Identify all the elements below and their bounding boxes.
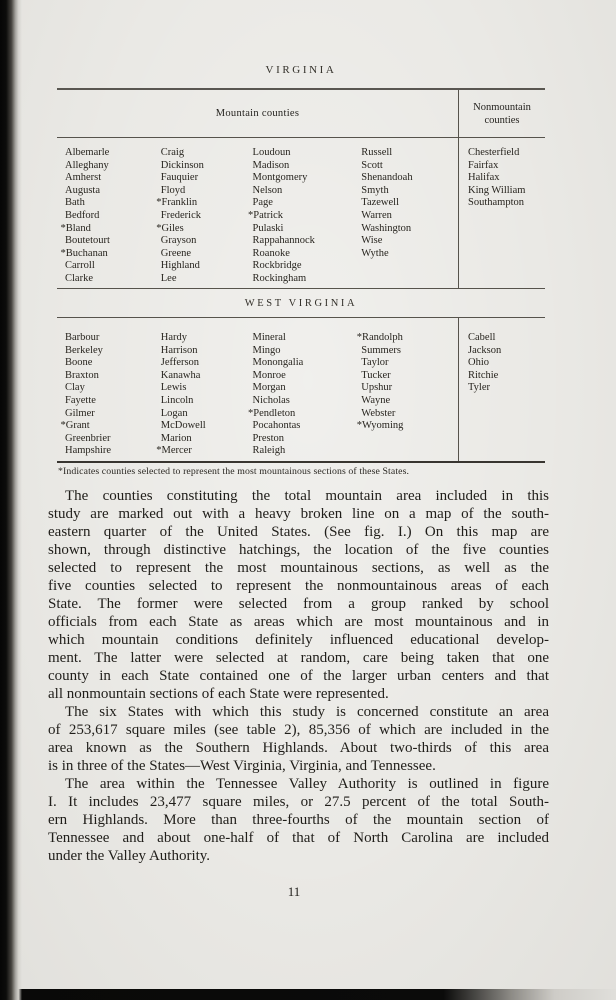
county-name: *Mercer bbox=[156, 445, 192, 457]
county-name: Chesterfield bbox=[468, 147, 520, 158]
county-name: Tucker bbox=[361, 369, 391, 381]
text-line: is in three of the States—West Virginia, Virginia, and Tennessee. bbox=[48, 758, 436, 774]
county-name: Harrison bbox=[160, 344, 198, 356]
body-paragraph-3 bbox=[48, 775, 549, 865]
county-name: Fayette bbox=[65, 394, 96, 406]
county-name: Morgan bbox=[252, 382, 286, 394]
west-virginia-mountain-column-3 bbox=[245, 332, 354, 461]
text-line: ment. The latter were selected at random, care being taken that one bbox=[48, 650, 549, 666]
county-name: Carroll bbox=[65, 260, 95, 272]
county-name: Washington bbox=[361, 222, 412, 234]
text-line: all nonmountain sections of each State were represented. bbox=[48, 686, 389, 702]
county-name: Wise bbox=[361, 235, 383, 247]
west-virginia-nonmountain-counties bbox=[459, 318, 545, 461]
county-name: Ritchie bbox=[468, 369, 499, 381]
bottom-scan-edge bbox=[0, 989, 616, 1000]
county-name: Raleigh bbox=[252, 445, 286, 457]
text-line: ern Highlands. More than three-fourths of the mountain section of bbox=[48, 812, 549, 828]
county-name: Tazewell bbox=[361, 197, 400, 209]
county-name: Monroe bbox=[252, 369, 286, 381]
west-virginia-mountain-counties bbox=[57, 318, 459, 461]
west-virginia-mountain-column-2 bbox=[153, 332, 245, 461]
text-line: of 253,617 square miles (see table 2), 85,356 of which are included in the bbox=[48, 722, 549, 738]
west-virginia-mountain-column-1 bbox=[57, 332, 153, 461]
county-name: Wythe bbox=[361, 247, 389, 259]
county-name: King William bbox=[468, 184, 526, 196]
binding-shadow bbox=[0, 0, 22, 1000]
county-name: Hardy bbox=[160, 332, 188, 343]
text-line: officials from each State as areas which are most mountainous and in bbox=[48, 614, 549, 630]
text-line: eastern quarter of the United States. (See fig. I.) On this map are bbox=[48, 524, 549, 540]
county-name: Mineral bbox=[252, 332, 286, 343]
county-name: Boone bbox=[65, 357, 93, 369]
text-line: selected to represent the most mountainous sections, as well as the bbox=[48, 560, 549, 576]
county-name: Southampton bbox=[468, 197, 525, 209]
mountain-counties-header: Mountain counties bbox=[57, 90, 459, 137]
body-text bbox=[48, 487, 549, 865]
county-name: Russell bbox=[361, 147, 393, 158]
page-number: 11 bbox=[287, 884, 301, 899]
county-name: Jefferson bbox=[160, 357, 200, 369]
body-paragraph-1 bbox=[48, 487, 549, 703]
virginia-mountain-column-1 bbox=[57, 147, 153, 288]
counties-table bbox=[57, 88, 545, 463]
nonmountain-counties-header: Nonmountain counties bbox=[473, 101, 531, 126]
county-name: Pulaski bbox=[252, 222, 284, 234]
county-name: Bath bbox=[65, 197, 85, 209]
county-name: Floyd bbox=[160, 184, 186, 196]
west-virginia-counties-section bbox=[57, 318, 545, 463]
county-name: Marion bbox=[160, 432, 192, 444]
text-line: State. The former were selected from a group ranked by school bbox=[48, 596, 549, 612]
county-name: Greene bbox=[160, 247, 192, 259]
county-name: Pocahontas bbox=[252, 420, 301, 432]
county-name: Nelson bbox=[252, 184, 283, 196]
table-header-row bbox=[57, 90, 545, 138]
county-name: Bedford bbox=[65, 209, 100, 221]
county-name: Montgomery bbox=[252, 172, 308, 184]
county-name: Clay bbox=[65, 382, 85, 394]
virginia-mountain-column-2 bbox=[153, 147, 245, 288]
county-name: Mingo bbox=[252, 344, 281, 356]
county-name: Taylor bbox=[361, 357, 389, 369]
county-name: Hampshire bbox=[65, 445, 112, 457]
county-name: Albemarle bbox=[65, 147, 110, 158]
county-name: Jackson bbox=[468, 344, 502, 356]
county-name: Rockingham bbox=[252, 272, 307, 284]
county-name: *Wyoming bbox=[356, 420, 404, 432]
county-name: Frederick bbox=[160, 209, 201, 221]
county-name: Kanawha bbox=[160, 369, 201, 381]
west-virginia-mountain-column-4 bbox=[353, 332, 458, 461]
county-name: Fauquier bbox=[160, 172, 199, 184]
county-name: Dickinson bbox=[160, 159, 204, 171]
county-name: Boutetourt bbox=[65, 235, 110, 247]
text-line: study are marked out with a heavy broken line on a map of the south- bbox=[48, 506, 549, 522]
county-name: Warren bbox=[361, 209, 392, 221]
county-name: Shenandoah bbox=[361, 172, 413, 184]
text-line: which mountain conditions definitely influenced educational develop- bbox=[48, 632, 549, 648]
county-name: Fairfax bbox=[468, 159, 499, 171]
county-name: Craig bbox=[160, 147, 185, 158]
county-name: Barbour bbox=[65, 332, 100, 343]
county-name: *Pendleton bbox=[248, 407, 296, 419]
county-name: *Grant bbox=[60, 420, 90, 432]
county-name: *Bland bbox=[60, 222, 91, 234]
county-name: Monongalia bbox=[252, 357, 304, 369]
text-line: area known as the Southern Highlands. About two-thirds of this area bbox=[48, 740, 549, 756]
county-name: Summers bbox=[361, 344, 401, 356]
county-name: *Franklin bbox=[156, 197, 198, 209]
text-line: shown, through distinctive hatchings, the location of the five counties bbox=[48, 542, 549, 558]
text-line: county in each State contained one of the larger urban centers and that bbox=[48, 668, 549, 684]
county-name: Scott bbox=[361, 159, 383, 171]
county-name: Berkeley bbox=[65, 344, 103, 356]
county-name: Smyth bbox=[361, 184, 389, 196]
county-name: Preston bbox=[252, 432, 285, 444]
text-line: The area within the Tennessee Valley Authority is outlined in figure bbox=[65, 776, 549, 792]
county-name: Alleghany bbox=[65, 159, 109, 171]
county-name: Rappahannock bbox=[252, 235, 315, 247]
text-line: Tennessee and about one-half of that of North Carolina are included bbox=[48, 830, 549, 846]
county-name: *Randolph bbox=[356, 332, 403, 343]
county-name: Page bbox=[252, 197, 273, 209]
county-name: Greenbrier bbox=[65, 432, 111, 444]
virginia-mountain-column-4 bbox=[353, 147, 458, 288]
county-name: Amherst bbox=[65, 172, 102, 184]
table-subheading-west-virginia: WEST VIRGINIA bbox=[57, 289, 545, 318]
county-name: Braxton bbox=[65, 369, 99, 381]
text-line: five counties selected to represent the nonmountainous areas of each bbox=[48, 578, 549, 594]
county-name: Gilmer bbox=[65, 407, 95, 419]
county-name: McDowell bbox=[160, 420, 206, 432]
county-name: Rockbridge bbox=[252, 260, 302, 272]
county-name: Upshur bbox=[361, 382, 393, 394]
virginia-counties-section bbox=[57, 138, 545, 289]
county-name: Webster bbox=[361, 407, 396, 419]
county-name: Cabell bbox=[468, 332, 496, 343]
county-name: Clarke bbox=[65, 272, 93, 284]
county-name: Madison bbox=[252, 159, 290, 171]
county-name: Wayne bbox=[361, 394, 391, 406]
county-name: Halifax bbox=[468, 172, 500, 184]
county-name: Augusta bbox=[65, 184, 100, 196]
text-line: The counties constituting the total mountain area included in this bbox=[65, 488, 549, 504]
county-name: Tyler bbox=[468, 382, 491, 394]
virginia-mountain-counties bbox=[57, 138, 459, 288]
text-line: under the Valley Authority. bbox=[48, 848, 211, 864]
virginia-nonmountain-counties bbox=[459, 138, 545, 288]
county-name: Nicholas bbox=[252, 394, 290, 406]
county-name: Roanoke bbox=[252, 247, 290, 259]
text-line: I. It includes 23,477 square miles, or 27.5 percent of the total South- bbox=[48, 794, 549, 810]
virginia-mountain-column-3 bbox=[245, 147, 354, 288]
county-name: Lincoln bbox=[160, 394, 194, 406]
table-title-virginia: VIRGINIA bbox=[265, 64, 337, 76]
county-name: *Buchanan bbox=[60, 247, 108, 259]
county-name: Grayson bbox=[160, 235, 197, 247]
text-line: The six States with which this study is concerned constitute an area bbox=[65, 704, 549, 720]
county-name: Lee bbox=[160, 272, 177, 284]
county-name: Loudoun bbox=[252, 147, 291, 158]
county-name: Logan bbox=[160, 407, 188, 419]
table-footnote: *Indicates counties selected to represent the most mountainous sections of these States. bbox=[58, 466, 410, 477]
county-name: Ohio bbox=[468, 357, 489, 369]
body-paragraph-2 bbox=[48, 703, 549, 775]
county-name: Highland bbox=[160, 260, 200, 272]
county-name: *Patrick bbox=[248, 209, 284, 221]
county-name: *Giles bbox=[156, 222, 184, 234]
county-name: Lewis bbox=[160, 382, 187, 394]
